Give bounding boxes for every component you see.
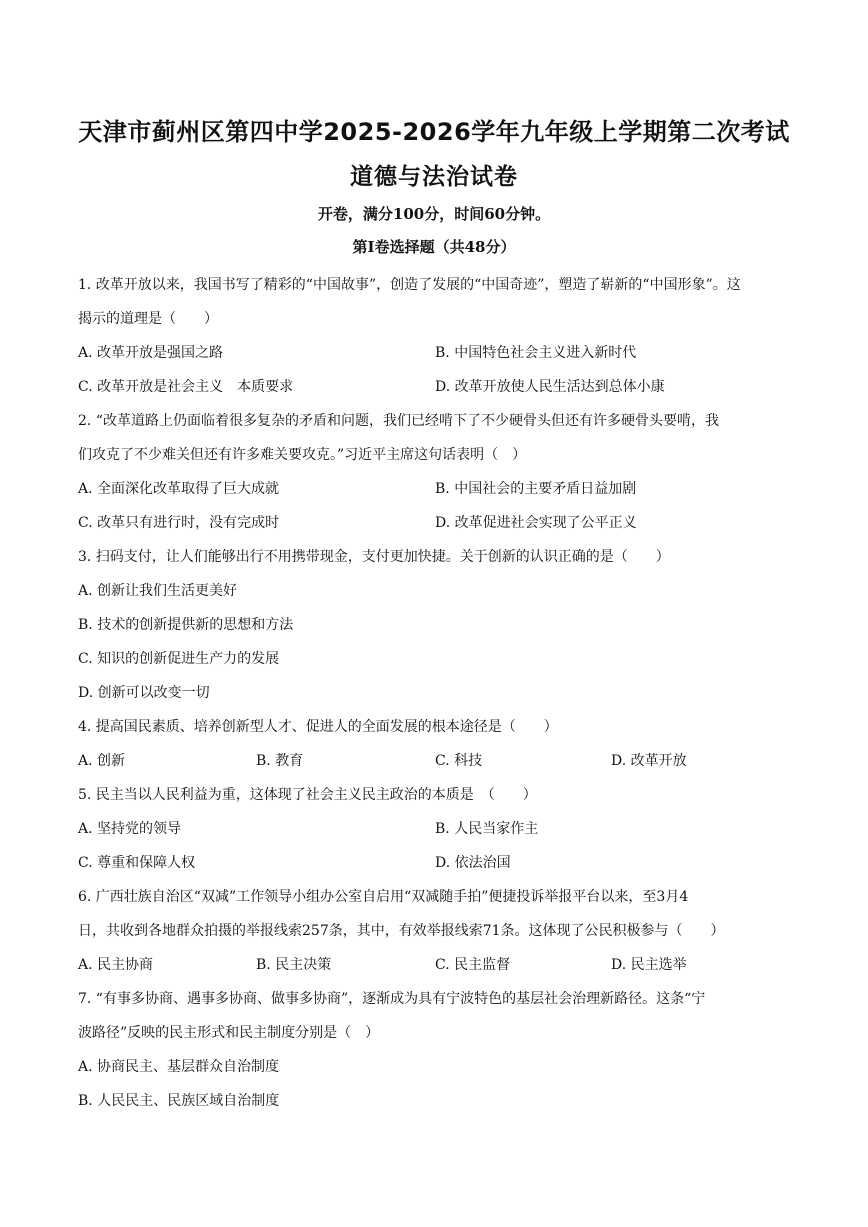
question-text: 日，共收到各地群众拍摄的举报线索257条，其中，有效举报线索71条。这体现了公民积极参与（ ） <box>78 923 725 939</box>
option-d: D. 改革促进社会实现了公平正义 <box>435 515 637 531</box>
question-text: 波路径”反映的民主形式和民主制度分别是（ ） <box>78 1025 380 1041</box>
option-a: A. 创新 <box>78 753 126 769</box>
option-a: A. 全面深化改革取得了巨大成就 <box>78 481 280 497</box>
section-title: 第Ⅰ卷选择题（共48分） <box>352 238 516 256</box>
question-3 <box>78 540 792 710</box>
option-c: C. 知识的创新促进生产力的发展 <box>78 651 280 667</box>
option-b: B. 技术的创新提供新的思想和方法 <box>78 617 294 633</box>
option-d: D. 改革开放使人民生活达到总体小康 <box>435 379 665 395</box>
option-row <box>78 812 792 846</box>
question-1 <box>78 268 792 404</box>
option-row <box>78 744 792 778</box>
question-text: 们攻克了不少难关但还有许多难关要攻克。”习近平主席这句话表明（ ） <box>78 447 527 463</box>
question-4 <box>78 710 792 778</box>
option-a: A. 改革开放是强国之路 <box>78 345 224 361</box>
option-b: B. 人民当家作主 <box>435 821 539 837</box>
option-c: C. 尊重和保障人权 <box>78 855 196 871</box>
question-text: 4. 提高国民素质、培养创新型人才、促进人的全面发展的根本途径是（ ） <box>78 719 558 735</box>
option-d: D. 民主选举 <box>611 957 687 973</box>
option-d: D. 改革开放 <box>611 753 687 769</box>
option-row <box>78 506 792 540</box>
exam-title: 天津市蓟州区第四中学2025-2026学年九年级上学期第二次考试 <box>78 118 790 146</box>
option-b: B. 人民民主、民族区域自治制度 <box>78 1093 280 1109</box>
option-b: B. 中国特色社会主义进入新时代 <box>435 345 637 361</box>
question-text: 3. 扫码支付，让人们能够出行不用携带现金，支付更加快捷。关于创新的认识正确的是（ ） <box>78 549 670 565</box>
option-a: A. 坚持党的领导 <box>78 821 182 837</box>
option-row <box>78 846 792 880</box>
option-c: C. 民主监督 <box>435 957 511 973</box>
option-b: B. 中国社会的主要矛盾日益加剧 <box>435 481 637 497</box>
option-c: C. 改革只有进行时，没有完成时 <box>78 515 280 531</box>
question-list <box>78 268 792 1118</box>
option-d: D. 依法治国 <box>435 855 511 871</box>
option-d: D. 创新可以改变一切 <box>78 685 210 701</box>
question-text: 7. “有事多协商、遇事多协商、做事多协商”，逐渐成为具有宁波特色的基层社会治理新路径。这条“宁 <box>78 991 706 1007</box>
option-row <box>78 472 792 506</box>
question-text: 1. 改革开放以来，我国书写了精彩的“中国故事”，创造了发展的“中国奇迹”，塑造了崭新的“中国形象”。这 <box>78 277 741 293</box>
option-b: B. 民主决策 <box>256 957 332 973</box>
question-text: 6. 广西壮族自治区“双减”工作领导小组办公室自启用“双减随手拍”便捷投诉举报平台以来，至3月4 <box>78 889 689 905</box>
option-row <box>78 370 792 404</box>
question-6 <box>78 880 792 982</box>
exam-subject: 道德与法治试卷 <box>350 164 518 190</box>
option-b: B. 教育 <box>256 753 304 769</box>
option-c: C. 科技 <box>435 753 483 769</box>
question-text: 揭示的道理是（ ） <box>78 311 218 327</box>
question-text: 5. 民主当以人民利益为重，这体现了社会主义民主政治的本质是 （ ） <box>78 787 537 803</box>
option-row <box>78 336 792 370</box>
question-2 <box>78 404 792 540</box>
question-text: 2. “改革道路上仍面临着很多复杂的矛盾和问题，我们已经啃下了不少硬骨头但还有许多硬骨头要啃，我 <box>78 413 719 429</box>
exam-info: 开卷，满分100分，时间60分钟。 <box>317 205 551 223</box>
option-a: A. 创新让我们生活更美好 <box>78 583 238 599</box>
option-a: A. 民主协商 <box>78 957 154 973</box>
option-a: A. 协商民主、基层群众自治制度 <box>78 1059 280 1075</box>
option-c: C. 改革开放是社会主义 本质要求 <box>78 379 294 395</box>
question-7 <box>78 982 792 1118</box>
option-row <box>78 948 792 982</box>
question-5 <box>78 778 792 880</box>
